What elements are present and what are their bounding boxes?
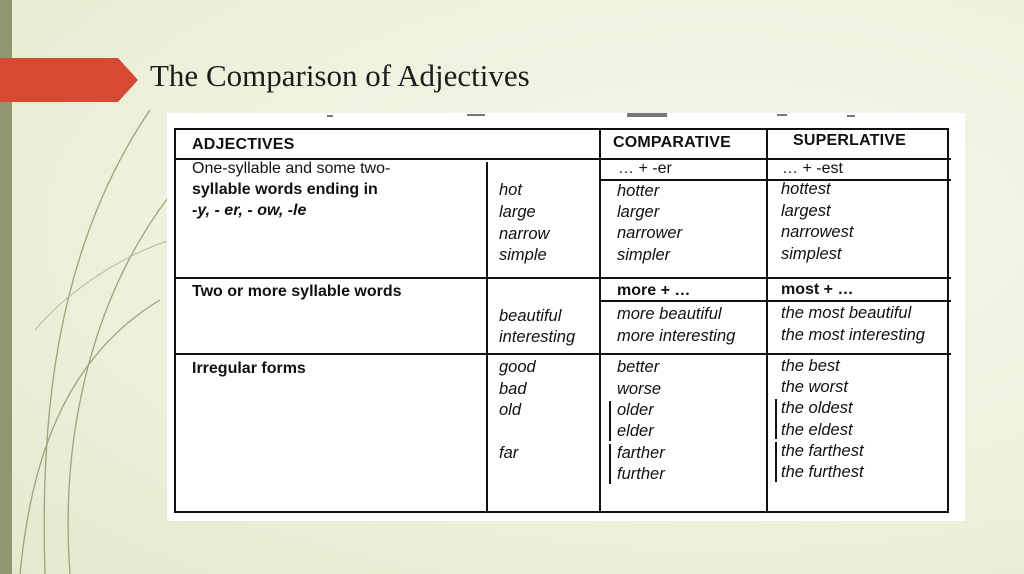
bracket-farther-further: [609, 444, 611, 484]
comp-more-interesting: more interesting: [617, 327, 736, 345]
sup-farthest: the farthest: [781, 442, 864, 460]
table-image-panel: [167, 113, 965, 521]
comp-farther: farther: [617, 444, 665, 462]
word-narrow: narrow: [499, 225, 550, 243]
bracket-farthest-furthest: [775, 442, 777, 482]
comparison-table: [174, 128, 949, 513]
header-superlative: SUPERLATIVE: [793, 132, 907, 149]
header-comparative: COMPARATIVE: [613, 134, 732, 151]
word-interesting: interesting: [499, 328, 576, 346]
sup-largest: largest: [781, 202, 831, 220]
word-simple: simple: [499, 246, 547, 264]
word-bad: bad: [499, 380, 527, 398]
title-arrow-icon: [0, 58, 140, 102]
bracket-older-elder: [609, 401, 611, 441]
superlative-pattern: … + -est: [782, 160, 843, 177]
word-hot: hot: [499, 181, 522, 199]
sup-oldest: the oldest: [781, 399, 853, 417]
sup-best: the best: [781, 357, 840, 375]
sup-hottest: hottest: [781, 180, 831, 198]
bracket-oldest-eldest: [775, 399, 777, 439]
word-beautiful: beautiful: [499, 307, 562, 325]
comp-elder: elder: [617, 422, 654, 440]
sup-most-interesting: the most interesting: [781, 326, 925, 344]
row1-label-line3: -y, - er, - ow, -le: [192, 202, 307, 219]
sup-simplest: simplest: [781, 245, 842, 263]
comp-more-beautiful: more beautiful: [617, 305, 722, 323]
word-old: old: [499, 401, 522, 419]
comparative-rule: more + …: [617, 282, 691, 299]
comp-hotter: hotter: [617, 182, 660, 200]
comp-better: better: [617, 358, 660, 376]
sup-most-beautiful: the most beautiful: [781, 304, 912, 322]
row1-label-line2: syllable words ending in: [192, 181, 378, 198]
comp-larger: larger: [617, 203, 660, 221]
row3-label: Irregular forms: [192, 360, 306, 377]
sup-worst: the worst: [781, 378, 848, 396]
row2-label: Two or more syllable words: [192, 283, 402, 300]
sup-furthest: the furthest: [781, 463, 864, 481]
comp-simpler: simpler: [617, 246, 671, 264]
row1-label-line1: One-syllable and some two-: [192, 160, 391, 177]
comp-worse: worse: [617, 380, 662, 398]
sup-narrowest: narrowest: [781, 223, 854, 241]
scan-residue: [307, 113, 867, 119]
sup-eldest: the eldest: [781, 421, 853, 439]
word-large: large: [499, 203, 536, 221]
word-good: good: [499, 358, 536, 376]
comparative-pattern: … + -er: [618, 160, 672, 177]
comp-further: further: [617, 465, 665, 483]
word-far: far: [499, 444, 519, 462]
slide-title: The Comparison of Adjectives: [150, 58, 530, 93]
comp-narrower: narrower: [617, 224, 683, 242]
comp-older: older: [617, 401, 654, 419]
header-adjectives: ADJECTIVES: [192, 136, 295, 153]
superlative-rule: most + …: [781, 281, 854, 298]
